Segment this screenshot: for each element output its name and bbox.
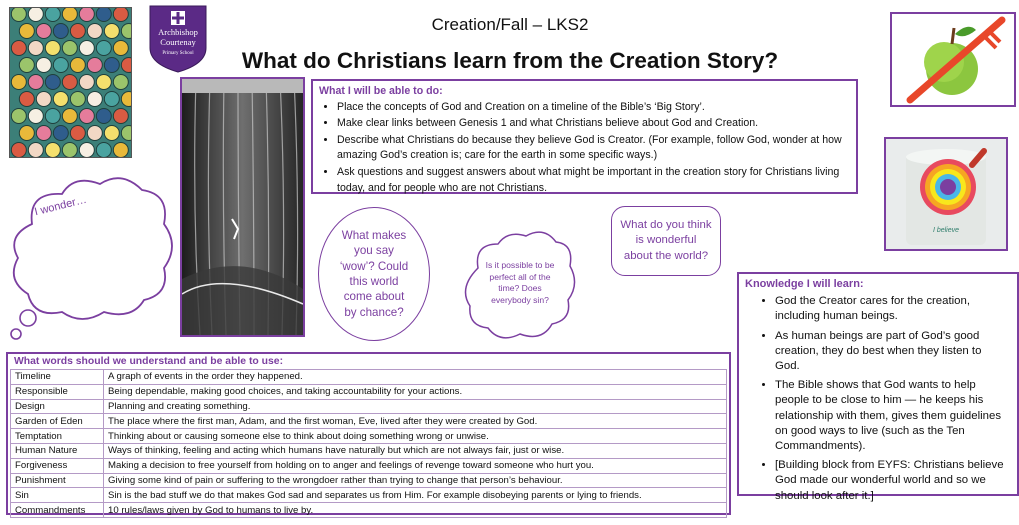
knowledge-box <box>737 272 1019 502</box>
learning-outcomes-box <box>311 79 858 194</box>
vocab-term: Human Nature <box>11 443 104 458</box>
list-item: • Place the concepts of God and Creation on a timeline of the Bible’s ‘Big Story’. <box>337 100 850 116</box>
wonder-cloud <box>4 172 174 342</box>
vocab-definition: Ways of thinking, feeling and acting which humans have naturally but which are not always fair, just or wise. <box>104 443 727 458</box>
list-item: • Describe what Christians do because they believe God is Creator. (For example, follow God, wonder at how amazing God’s creation is; care for the earth in some specific ways.) <box>337 133 850 164</box>
question-wow-text: What makes you say ‘wow’? Could this world come about by chance? <box>339 228 409 319</box>
apple-no-sign-image <box>890 12 1016 107</box>
table-row <box>11 399 727 414</box>
vocab-term: Forgiveness <box>11 458 104 473</box>
vocabulary-table <box>10 369 727 518</box>
artwork-image <box>180 77 305 337</box>
logo-line3: Primary School <box>162 51 194 56</box>
table-row <box>11 473 727 488</box>
page-subtitle: Creation/Fall – LKS2 <box>431 15 589 34</box>
list-item: • God the Creator cares for the creation, including human beings. <box>775 294 1009 324</box>
paint-pot-image <box>884 137 1008 251</box>
vocab-definition: The place where the first man, Adam, and the first woman, Eve, lived after they were created by God. <box>104 414 727 429</box>
list-item: • Ask questions and suggest answers about what might be important in the creation story for Christians living today, and for people who are not Christians. <box>337 165 850 196</box>
table-row <box>11 414 727 429</box>
table-row <box>11 503 727 518</box>
vocab-definition: Making a decision to free yourself from holding on to anger and feelings of revenge toward someone who hurt you. <box>104 458 727 473</box>
vocab-definition: 10 rules/laws given by God to humans to live by. <box>104 503 727 518</box>
table-row <box>11 429 727 444</box>
list-item: • As human beings are part of God’s good creation, they do best when they listen to God. <box>775 329 1009 375</box>
logo-line2: Courtenay <box>160 37 196 47</box>
vocab-term: Temptation <box>11 429 104 444</box>
vocabulary-box <box>6 352 731 515</box>
question-box-wonderful <box>611 206 721 276</box>
knowledge-heading: Knowledge I will learn: <box>745 278 864 290</box>
table-row <box>11 384 727 399</box>
vocab-term: Responsible <box>11 384 104 399</box>
vocab-definition: A graph of events in the order they happened. <box>104 370 727 385</box>
vocab-definition: Sin is the bad stuff we do that makes God sad and separates us from Him. For example disobeying parents or lying to friends. <box>104 488 727 503</box>
outcomes-list <box>319 100 850 197</box>
vocab-term: Punishment <box>11 473 104 488</box>
table-row <box>11 488 727 503</box>
vocab-term: Garden of Eden <box>11 414 104 429</box>
question-wonderful-text: What do you think is wonderful about the world? <box>620 218 712 262</box>
knowledge-list <box>745 294 1009 504</box>
vocab-definition: Giving some kind of pain or suffering to the wrongdoer rather than trying to change that person’s behaviour. <box>104 473 727 488</box>
vocab-term: Commandments <box>11 503 104 518</box>
vocab-definition: Being dependable, making good choices, and taking accountability for your actions. <box>104 384 727 399</box>
vocab-term: Sin <box>11 488 104 503</box>
logo-line1: Archbishop <box>158 27 198 37</box>
vocabulary-heading: What words should we understand and be able to use: <box>14 356 284 367</box>
list-item: • The Bible shows that God wants to help people to be close to him — he keeps his relationship with them, gives them guidelines on good ways to live (such as the Ten Commandments). <box>775 378 1009 454</box>
mosaic-image <box>10 8 132 158</box>
table-row <box>11 458 727 473</box>
list-item: • Make clear links between Genesis 1 and what Christians believe about God and Creation. <box>337 116 850 132</box>
vocab-definition: Thinking about or causing someone else to think about doing something wrong or unwise. <box>104 429 727 444</box>
vocab-definition: Planning and creating something. <box>104 399 727 414</box>
poster-caption: I believe <box>932 227 960 234</box>
mosaic-artwork <box>9 7 132 158</box>
question-oval-wow <box>318 207 430 341</box>
question-cloud-perfect <box>460 228 578 343</box>
vocab-term: Design <box>11 399 104 414</box>
outcomes-heading: What I will be able to do: <box>319 85 443 97</box>
list-item: • [Building block from EYFS: Christians believe God made our wonderful world and so we should look after it.] <box>775 458 1009 504</box>
table-row <box>11 443 727 458</box>
page-title: What do Christians learn from the Creation Story? <box>241 48 779 73</box>
vocab-term: Timeline <box>11 370 104 385</box>
question-perfect-text: Is it possible to be perfect all of the time? Does everybody sin? <box>485 260 555 305</box>
table-row <box>11 370 727 385</box>
wonder-cloud-text: I wonder… <box>33 193 88 219</box>
school-logo <box>146 2 210 74</box>
